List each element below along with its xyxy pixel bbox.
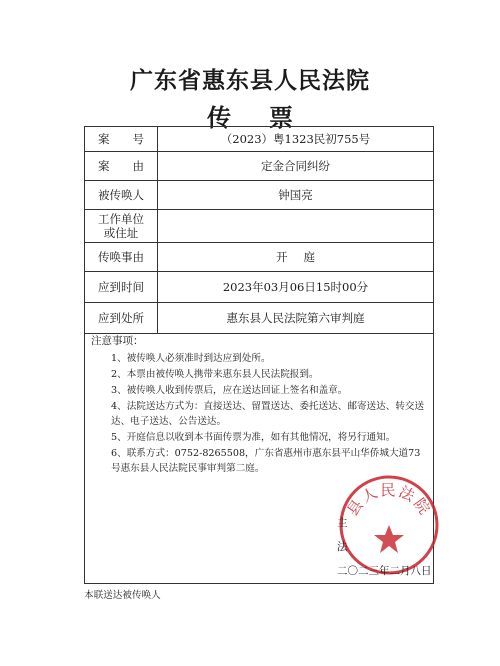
- note-item: 4、法院送达方式为：直接送达、留置送达、委托送达、邮寄送达、转交送达、电子送达、公告送达。: [111, 401, 425, 427]
- court-seal: [337, 473, 441, 577]
- signature-date: 二〇二三年二月八日: [337, 565, 432, 577]
- note-item: 1、被传唤人必须准时到达应到处所。: [111, 353, 271, 364]
- row-summoned-person: [85, 181, 433, 210]
- row-value: 开庭: [276, 250, 331, 264]
- row-place: [85, 303, 433, 334]
- row-label: 案 由: [85, 152, 158, 180]
- judge-label: 主: [337, 517, 348, 529]
- row-label: 应到时间: [85, 272, 158, 302]
- row-label: 传唤事由: [85, 243, 158, 271]
- row-value: [158, 210, 433, 242]
- row-label: 案 号: [85, 127, 158, 151]
- row-value: 惠东县人民法院第六审判庭: [226, 311, 365, 325]
- court-title: 广东省惠东县人民法院: [130, 67, 370, 94]
- note-item: 6、联系方式：0752-8265508，广东省惠州市惠东县平山华侨城大道73号惠东县人民法院民事审判第二庭。: [111, 448, 421, 474]
- note-item: 3、被传唤人收到传票后，应在送达回证上签名和盖章。: [111, 385, 348, 396]
- notes-section: [85, 334, 433, 477]
- document-title: 传票: [207, 103, 331, 132]
- note-item: 5、开庭信息以收到本书面传票为准，如有其他情况，将另行通知。: [111, 432, 396, 443]
- row-time: [85, 272, 433, 303]
- row-label: 应到处所: [85, 303, 158, 333]
- row-value: 2023年03月06日15时00分: [222, 280, 369, 294]
- row-label: 工作单位或住址: [85, 210, 158, 242]
- row-case-number: [85, 127, 433, 152]
- row-value: 钟国亮: [278, 188, 313, 202]
- svg-text:县人民法院: [343, 481, 434, 519]
- clerk-label: 法: [337, 541, 348, 553]
- row-value: 定金合同纠纷: [261, 159, 330, 173]
- row-label: 被传唤人: [85, 181, 158, 209]
- row-value: （2023）粤1323民初755号: [220, 132, 371, 146]
- footer-note: 本联送达被传唤人: [84, 590, 161, 601]
- row-address: [85, 210, 433, 243]
- seal-text: 县人民法院: [343, 481, 435, 520]
- summons-form: [84, 126, 434, 584]
- row-reason: [85, 243, 433, 272]
- notes-heading: 注意事项：: [91, 335, 144, 347]
- row-cause: [85, 152, 433, 181]
- note-item: 2、本票由被传唤人携带来惠东县人民法院报到。: [111, 369, 319, 380]
